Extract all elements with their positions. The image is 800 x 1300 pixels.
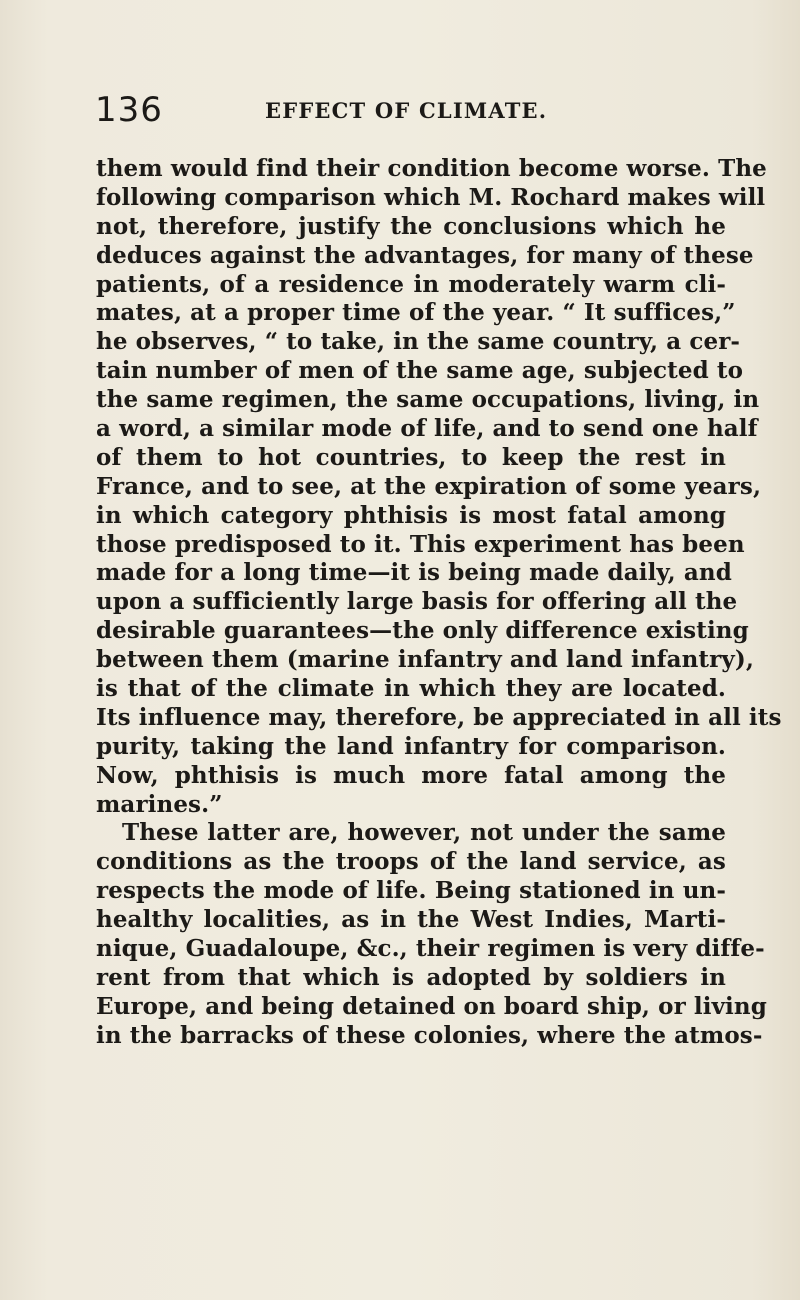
text-line: in which category phthisis is most fatal among — [96, 501, 726, 529]
text-line: Now, phthisis is much more fatal among the — [96, 761, 726, 789]
text-line: healthy localities, as in the West Indies, Marti- — [96, 906, 726, 934]
text-line: is that of the climate in which they are located. — [96, 675, 726, 703]
text-line: conditions as the troops of the land service, as — [96, 848, 726, 876]
text-line: deduces against the advantages, for many of these — [96, 241, 754, 269]
text-line: upon a sufficiently large basis for offering all the — [96, 588, 738, 616]
text-line: Its influence may, therefore, be appreciated in all its — [96, 703, 782, 731]
text-line: Europe, and being detained on board ship, or living — [96, 992, 767, 1020]
text-line: them would find their condition become worse. The — [96, 155, 767, 182]
text-line: between them (marine infantry and land infantry), — [96, 646, 754, 674]
running-title: EFFECT OF CLIMATE. — [265, 98, 548, 123]
text-line: tain number of men of the same age, subjected to — [96, 357, 744, 385]
text-line: These latter are, however, not under the same — [122, 819, 726, 847]
text-line: made for a long time—it is being made daily, and — [96, 559, 732, 587]
text-line: the same regimen, the same occupations, living, in — [96, 386, 760, 414]
text-line: of them to hot countries, to keep the rest in — [96, 443, 726, 471]
text-line: a word, a similar mode of life, and to send one half — [96, 415, 758, 443]
text-line: desirable guarantees—the only difference existing — [96, 617, 749, 645]
text-line: nique, Guadaloupe, &c., their regimen is very diffe- — [96, 935, 765, 963]
text-line: marines.” — [96, 790, 223, 818]
text-line: in the barracks of these colonies, where the atmos- — [96, 1021, 763, 1049]
text-line: respects the mode of life. Being stationed in un- — [96, 877, 726, 905]
text-line: patients, of a residence in moderately warm cli- — [96, 270, 726, 298]
text-line: purity, taking the land infantry for comparison. — [96, 732, 726, 760]
text-line: rent from that which is adopted by soldiers in — [96, 963, 726, 991]
text-line: those predisposed to it. This experiment has been — [96, 530, 745, 558]
text-line: following comparison which M. Rochard makes will — [96, 183, 766, 211]
text-line: he observes, “ to take, in the same country, a cer- — [96, 328, 741, 356]
text-line: mates, at a proper time of the year. “ It suffices,” — [96, 299, 736, 327]
text-line: not, therefore, justify the conclusions which he — [96, 212, 726, 240]
text-line: France, and to see, at the expiration of some years, — [96, 472, 762, 500]
running-head — [95, 90, 735, 130]
page-number: 136 — [95, 90, 163, 130]
body-text — [96, 155, 782, 1051]
